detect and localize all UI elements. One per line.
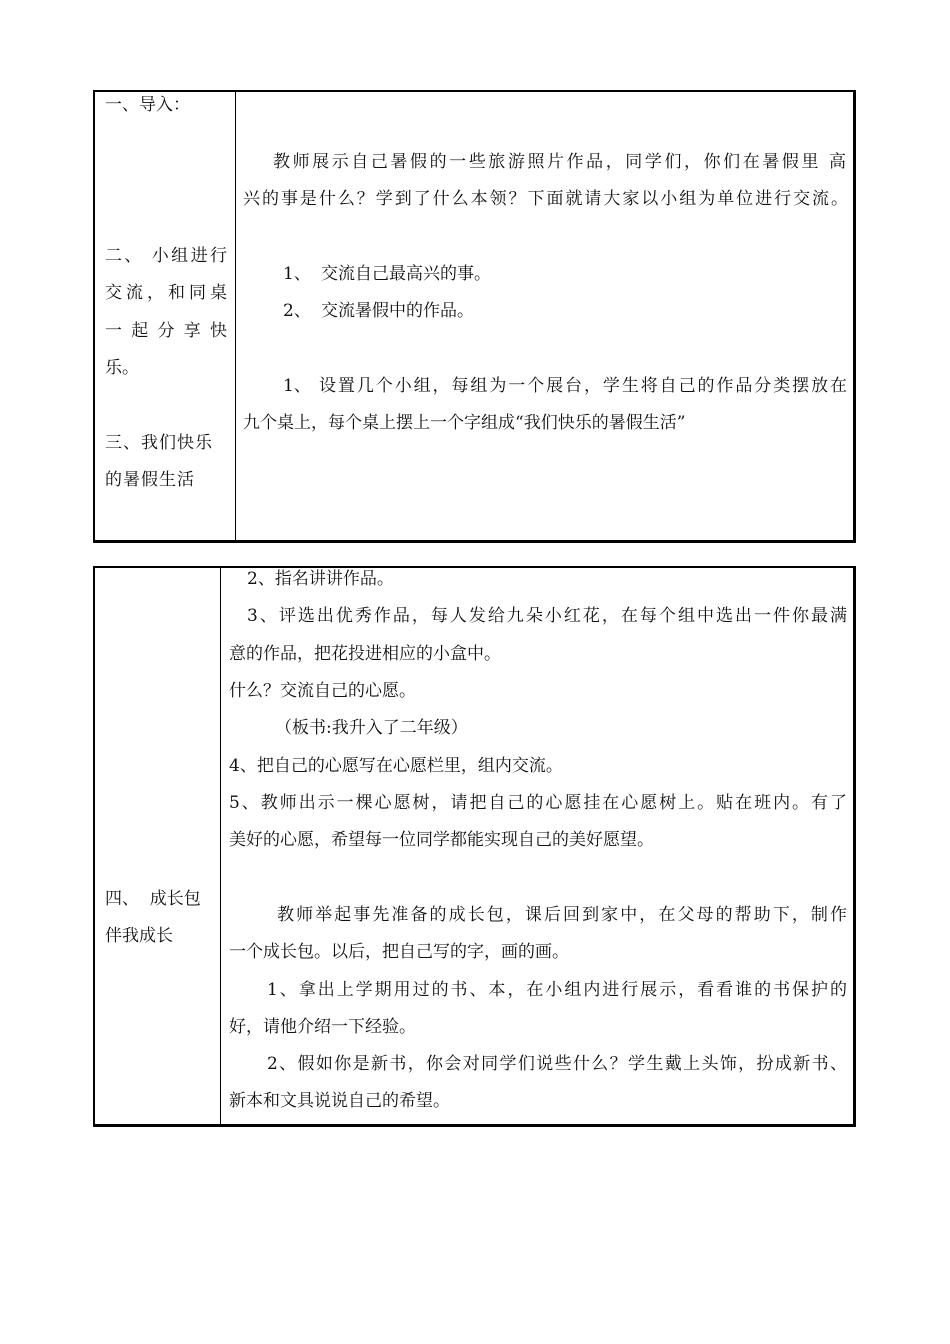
step-1-line-2: 九个桌上，每个桌上摆上一个字组成“我们快乐的暑假生活”: [243, 413, 686, 433]
list-item-2-text: 交流暑假中的作品。: [321, 301, 474, 321]
content-line-3: 意的作品，把花投进相应的小盒中。: [229, 644, 501, 664]
section-2-line-1: 二、 小组进行: [105, 246, 227, 266]
step-1-line-1: 设置几个小组，每组为一个展台，学生将自己的作品分类摆放在: [319, 376, 847, 396]
table-shadow-right: [854, 566, 856, 1126]
column-divider: [235, 92, 236, 540]
section-2-line-2: 交流，和同桌: [105, 283, 227, 303]
section-4-line-1: 四、 成长包: [105, 889, 201, 909]
content-line-4: 什么？交流自己的心愿。: [229, 681, 416, 701]
list-item-2-number: 2、: [283, 301, 311, 321]
lesson-table-2: [93, 566, 855, 1126]
column-divider: [220, 568, 221, 1124]
section-2-line-3: 一 起 分 享 快: [105, 321, 227, 341]
section-3-line-1: 三、我们快乐: [105, 433, 213, 453]
section-3-line-2: 的暑假生活: [105, 470, 195, 490]
step-1-number: 1、: [283, 376, 311, 396]
content-line-10: 一个成长包。以后，把自己写的字，画的画。: [229, 942, 569, 962]
table-shadow-bottom: [93, 1125, 856, 1127]
content-line-12: 好，请他介绍一下经验。: [229, 1017, 416, 1037]
content-line-7: 5、教师出示一棵心愿树，请把自己的心愿挂在心愿树上。贴在班内。有了: [229, 793, 847, 813]
content-line-9: 教师举起事先准备的成长包，课后回到家中，在父母的帮助下，制作: [277, 905, 847, 925]
content-line-5: （板书:我升入了二年级）: [275, 718, 468, 738]
list-item-1-text: 交流自己最高兴的事。: [321, 264, 491, 284]
content-line-8: 美好的心愿，希望每一位同学都能实现自己的美好愿望。: [229, 830, 654, 850]
table-shadow-bottom: [93, 541, 856, 543]
intro-paragraph-line-2: 兴的事是什么？学到了什么本领？下面就请大家以小组为单位进行交流。: [243, 189, 848, 209]
section-2-line-4: 乐。: [105, 358, 139, 378]
table-shadow-right: [854, 90, 856, 542]
content-line-14: 新本和文具说说自己的希望。: [229, 1091, 450, 1111]
content-line-11: 1、拿出上学期用过的书、本，在小组内进行展示，看看谁的书保护的: [267, 980, 847, 1000]
intro-paragraph-line-1: 教师展示自己暑假的一些旅游照片作品，同学们，你们在暑假里 高: [273, 152, 846, 172]
content-line-6: 4、把自己的心愿写在心愿栏里，组内交流。: [229, 756, 563, 776]
content-line-1: 2、指名讲讲作品。: [247, 569, 394, 589]
content-line-2: 3、评选出优秀作品，每人发给九朵小红花，在每个组中选出一件你最满: [247, 606, 847, 626]
section-4-line-2: 伴我成长: [105, 926, 173, 946]
content-line-13: 2、假如你是新书，你会对同学们说些什么？学生戴上头饰，扮成新书、: [267, 1054, 847, 1074]
lesson-table-1: [93, 90, 855, 542]
section-1-title: 一、导入：: [105, 95, 190, 115]
list-item-1-number: 1、: [283, 264, 311, 284]
